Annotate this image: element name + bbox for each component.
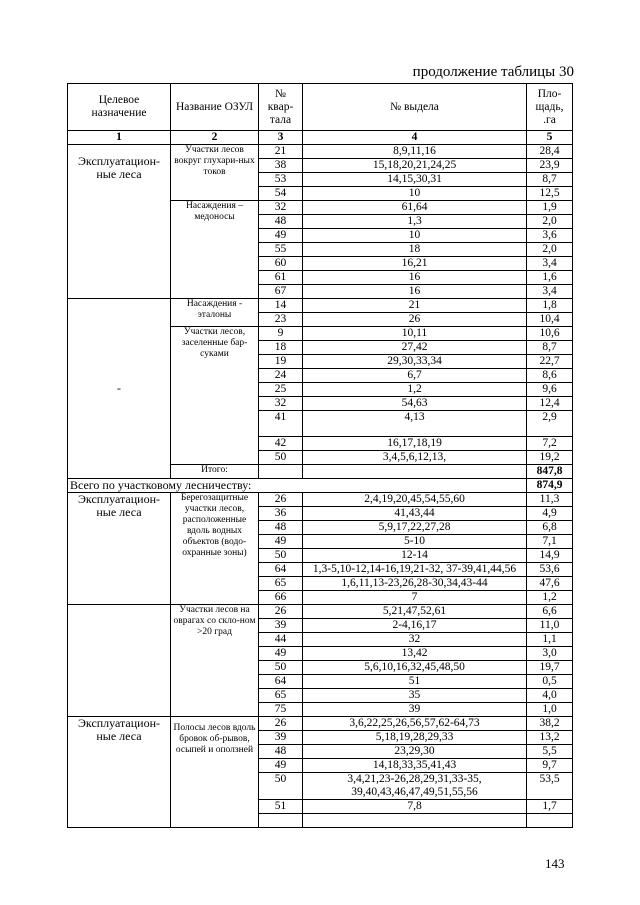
vydel-cell: 54,63: [303, 397, 527, 411]
vydel-cell: 15,18,20,21,24,25: [303, 159, 527, 173]
kvartal-cell: 64: [259, 675, 303, 689]
vydel-cell: 5-10: [303, 535, 527, 549]
kvartal-cell: 50: [259, 451, 303, 465]
header-number: 4: [303, 131, 527, 145]
area-cell: 11,3: [527, 493, 573, 507]
kvartal-cell: 26: [259, 605, 303, 619]
area-cell: 28,4: [527, 145, 573, 159]
vydel-cell: 12-14: [303, 549, 527, 563]
area-cell: 12,5: [527, 187, 573, 201]
ozul-cell: Полосы лесов вдоль бровок об-рывов, осыпей и оползней: [171, 717, 259, 828]
area-cell: 4,0: [527, 689, 573, 703]
area-cell: 13,2: [527, 731, 573, 745]
ozul-cell: Берегозащитные участки лесов, расположенные вдоль водных объектов (водо-охранные зоны): [171, 493, 259, 605]
area-cell: 47,6: [527, 577, 573, 591]
vydel-cell: 21: [303, 299, 527, 313]
purpose-cell: Эксплуатацион-ные леса: [68, 717, 171, 828]
kvartal-cell: 24: [259, 369, 303, 383]
kvartal-cell: [259, 465, 303, 479]
vydel-cell: 13,42: [303, 647, 527, 661]
header-purpose: Целевое назначение: [68, 84, 171, 131]
area-cell: 7,2: [527, 437, 573, 451]
vydel-cell: 6,7: [303, 369, 527, 383]
area-cell: 10,4: [527, 313, 573, 327]
purpose-cell: [68, 605, 171, 717]
vydel-cell: 1,2: [303, 383, 527, 397]
kvartal-cell: 51: [259, 800, 303, 814]
vydel-cell: 1,6,11,13-23,26,28-30,34,43-44: [303, 577, 527, 591]
vydel-cell: [303, 465, 527, 479]
ozul-cell: Участки лесов на оврагах со скло-ном >20 град: [171, 605, 259, 717]
itogo-value: 847,8: [527, 465, 573, 479]
kvartal-cell: 64: [259, 563, 303, 577]
vydel-cell: 5,6,10,16,32,45,48,50: [303, 661, 527, 675]
area-cell: 6,8: [527, 521, 573, 535]
kvartal-cell: 61: [259, 271, 303, 285]
total-label: Всего по участковому лесничеству:: [68, 479, 527, 493]
area-cell: 2,0: [527, 215, 573, 229]
vydel-cell: 10,11: [303, 327, 527, 341]
kvartal-cell: 49: [259, 647, 303, 661]
header-number: 2: [171, 131, 259, 145]
purpose-cell: Эксплуатацион-ные леса: [68, 145, 171, 299]
area-cell: 7,1: [527, 535, 573, 549]
vydel-cell: 27,42: [303, 341, 527, 355]
header-number: 5: [527, 131, 573, 145]
forest-table: [67, 83, 573, 828]
ozul-cell: Участки лесов вокруг глухари-ных токов: [171, 145, 259, 201]
kvartal-cell: 50: [259, 549, 303, 563]
kvartal-cell: 65: [259, 689, 303, 703]
kvartal-cell: 21: [259, 145, 303, 159]
kvartal-cell: 9: [259, 327, 303, 341]
area-cell: 10,6: [527, 327, 573, 341]
area-cell: 3,6: [527, 229, 573, 243]
kvartal-cell: 67: [259, 285, 303, 299]
kvartal-cell: 50: [259, 661, 303, 675]
area-cell: 3,4: [527, 257, 573, 271]
page-number: 143: [545, 856, 565, 871]
kvartal-cell: 54: [259, 187, 303, 201]
vydel-cell: 8,9,11,16: [303, 145, 527, 159]
area-cell: 5,5: [527, 745, 573, 759]
ozul-cell: Участки лесов, заселенные бар-суками: [171, 327, 259, 465]
area-cell: 8,7: [527, 341, 573, 355]
vydel-cell: 3,4,5,6,12,13,: [303, 451, 527, 465]
vydel-cell: 1,3-5,10-12,14-16,19,21-32, 37-39,41,44,56: [303, 563, 527, 577]
vydel-cell: 14,15,30,31: [303, 173, 527, 187]
area-cell: 2,0: [527, 243, 573, 257]
kvartal-cell: 42: [259, 437, 303, 451]
kvartal-cell: 48: [259, 215, 303, 229]
kvartal-cell: 48: [259, 521, 303, 535]
kvartal-cell: 36: [259, 507, 303, 521]
total-value: 874,9: [527, 479, 573, 493]
header-kvartal: № квар-тала: [259, 84, 303, 131]
purpose-cell: -: [68, 299, 171, 479]
area-cell: 19,7: [527, 661, 573, 675]
kvartal-cell: 23: [259, 313, 303, 327]
area-cell: 12,4: [527, 397, 573, 411]
kvartal-cell: 49: [259, 759, 303, 773]
header-number: 3: [259, 131, 303, 145]
itogo-label: Итого:: [171, 465, 259, 479]
kvartal-cell: 25: [259, 383, 303, 397]
area-cell: 1,8: [527, 299, 573, 313]
vydel-cell: 5,18,19,28,29,33: [303, 731, 527, 745]
header-area: Пло-щадь, .га: [527, 84, 573, 131]
vydel-cell: 35: [303, 689, 527, 703]
vydel-cell: 61,64: [303, 201, 527, 215]
kvartal-cell: 50: [259, 773, 303, 800]
area-cell: 3,0: [527, 647, 573, 661]
vydel-cell: 5,21,47,52,61: [303, 605, 527, 619]
vydel-cell: 29,30,33,34: [303, 355, 527, 369]
kvartal-cell: 38: [259, 159, 303, 173]
area-cell: 23,9: [527, 159, 573, 173]
kvartal-cell: 65: [259, 577, 303, 591]
vydel-cell: 18: [303, 243, 527, 257]
kvartal-cell: 53: [259, 173, 303, 187]
kvartal-cell: 18: [259, 341, 303, 355]
kvartal-cell: 32: [259, 201, 303, 215]
vydel-cell: [303, 814, 527, 828]
area-cell: 4,9: [527, 507, 573, 521]
vydel-cell: 16: [303, 285, 527, 299]
vydel-cell: 16: [303, 271, 527, 285]
area-cell: 19,2: [527, 451, 573, 465]
table-caption: продолжение таблицы 30: [412, 64, 574, 80]
kvartal-cell: 49: [259, 229, 303, 243]
vydel-cell: 2-4,16,17: [303, 619, 527, 633]
area-cell: 1,0: [527, 703, 573, 717]
vydel-cell: 23,29,30: [303, 745, 527, 759]
kvartal-cell: 49: [259, 535, 303, 549]
area-cell: 8,6: [527, 369, 573, 383]
kvartal-cell: 26: [259, 493, 303, 507]
vydel-cell: 7,8: [303, 800, 527, 814]
kvartal-cell: 19: [259, 355, 303, 369]
area-cell: 1,6: [527, 271, 573, 285]
kvartal-cell: 44: [259, 633, 303, 647]
ozul-cell: Насаждения - эталоны: [171, 299, 259, 327]
kvartal-cell: 55: [259, 243, 303, 257]
area-cell: 9,7: [527, 759, 573, 773]
kvartal-cell: [259, 814, 303, 828]
kvartal-cell: 66: [259, 591, 303, 605]
area-cell: 2,9: [527, 411, 573, 437]
vydel-cell: 16,17,18,19: [303, 437, 527, 451]
vydel-cell: 2,4,19,20,45,54,55,60: [303, 493, 527, 507]
area-cell: 9,6: [527, 383, 573, 397]
vydel-cell: 16,21: [303, 257, 527, 271]
area-cell: 1,7: [527, 800, 573, 814]
vydel-cell: 5,9,17,22,27,28: [303, 521, 527, 535]
vydel-cell: 1,3: [303, 215, 527, 229]
kvartal-cell: 41: [259, 411, 303, 437]
kvartal-cell: 60: [259, 257, 303, 271]
vydel-cell: 3,6,22,25,26,56,57,62-64,73: [303, 717, 527, 731]
vydel-cell: 32: [303, 633, 527, 647]
area-cell: [527, 814, 573, 828]
vydel-cell: 26: [303, 313, 527, 327]
ozul-cell: Насаждения – медоносы: [171, 201, 259, 299]
vydel-cell: 10: [303, 229, 527, 243]
vydel-cell: 51: [303, 675, 527, 689]
header-number: 1: [68, 131, 171, 145]
area-cell: 53,6: [527, 563, 573, 577]
area-cell: 1,2: [527, 591, 573, 605]
kvartal-cell: 39: [259, 731, 303, 745]
kvartal-cell: 14: [259, 299, 303, 313]
kvartal-cell: 75: [259, 703, 303, 717]
vydel-cell: 39: [303, 703, 527, 717]
area-cell: 22,7: [527, 355, 573, 369]
area-cell: 1,9: [527, 201, 573, 215]
header-ozul: Название ОЗУЛ: [171, 84, 259, 131]
header-vydel: № выдела: [303, 84, 527, 131]
area-cell: 0,5: [527, 675, 573, 689]
area-cell: 38,2: [527, 717, 573, 731]
area-cell: 1,1: [527, 633, 573, 647]
purpose-cell: Эксплуатацион-ные леса: [68, 493, 171, 605]
vydel-cell: 10: [303, 187, 527, 201]
vydel-cell: 14,18,33,35,41,43: [303, 759, 527, 773]
vydel-cell: 3,4,21,23-26,28,29,31,33-35, 39,40,43,46,47,49,51,55,56: [303, 773, 527, 800]
area-cell: 6,6: [527, 605, 573, 619]
kvartal-cell: 48: [259, 745, 303, 759]
area-cell: 11,0: [527, 619, 573, 633]
area-cell: 14,9: [527, 549, 573, 563]
area-cell: 8,7: [527, 173, 573, 187]
kvartal-cell: 32: [259, 397, 303, 411]
kvartal-cell: 39: [259, 619, 303, 633]
vydel-cell: 4,13: [303, 411, 527, 437]
vydel-cell: 41,43,44: [303, 507, 527, 521]
area-cell: 3,4: [527, 285, 573, 299]
area-cell: 53,5: [527, 773, 573, 800]
kvartal-cell: 26: [259, 717, 303, 731]
vydel-cell: 7: [303, 591, 527, 605]
